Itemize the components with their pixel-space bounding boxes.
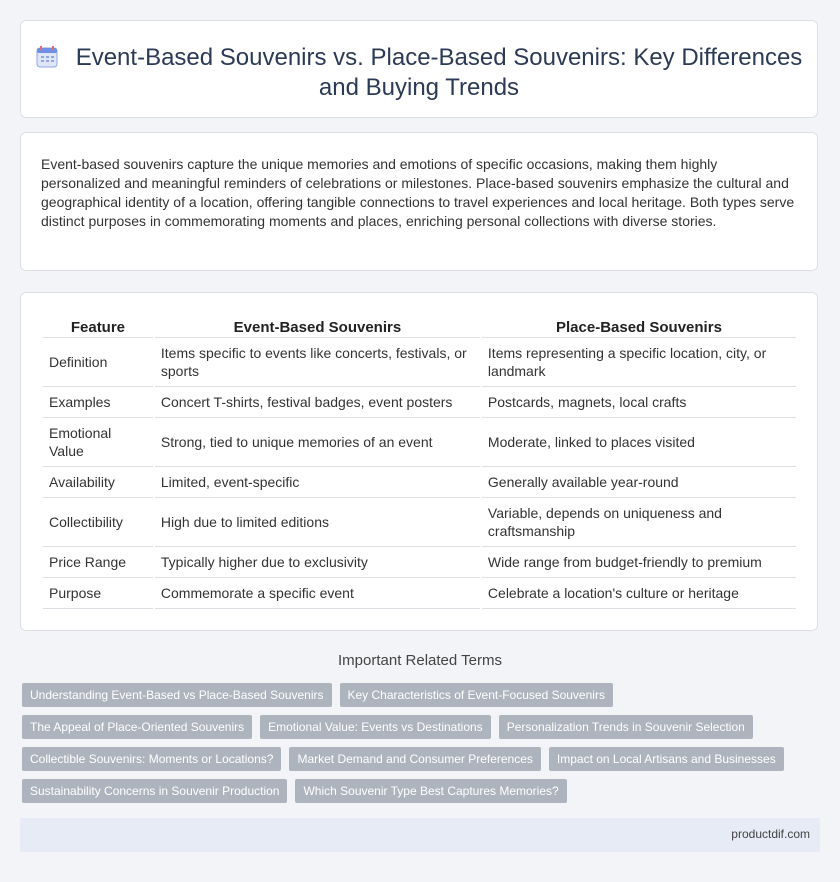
table-cell: Wide range from budget-friendly to premium: [482, 547, 796, 578]
title-line-1: Event-Based Souvenirs vs. Place-Based Souvenirs: Key Differences: [75, 44, 803, 71]
footer-site-link[interactable]: productdif.com: [731, 827, 810, 841]
related-term-tag[interactable]: Which Souvenir Type Best Captures Memories?: [295, 779, 566, 803]
related-term-tag[interactable]: Key Characteristics of Event-Focused Souvenirs: [340, 683, 613, 707]
table-row: [43, 467, 796, 498]
table-cell: Items specific to events like concerts, festivals, or sports: [155, 338, 480, 387]
title-line-2: and Buying Trends: [318, 74, 520, 101]
table-cell: Purpose: [43, 578, 153, 609]
table-cell: Typically higher due to exclusivity: [155, 547, 480, 578]
table-cell: Definition: [43, 338, 153, 387]
table-cell: Generally available year-round: [482, 467, 796, 498]
comparison-table: [41, 315, 798, 609]
table-header-row: [43, 315, 796, 338]
related-term-tag[interactable]: Collectible Souvenirs: Moments or Locations?: [22, 747, 281, 771]
table-row: [43, 338, 796, 387]
table-cell: Limited, event-specific: [155, 467, 480, 498]
table-row: [43, 387, 796, 418]
table-cell: Emotional Value: [43, 418, 153, 467]
table-cell: Concert T-shirts, festival badges, event posters: [155, 387, 480, 418]
table-cell: Collectibility: [43, 498, 153, 547]
related-term-tag[interactable]: Impact on Local Artisans and Businesses: [549, 747, 784, 771]
page-title: [21, 43, 817, 103]
table-cell: Price Range: [43, 547, 153, 578]
related-term-tag[interactable]: Sustainability Concerns in Souvenir Production: [22, 779, 287, 803]
header-feature: Feature: [43, 315, 153, 338]
comparison-card: [20, 292, 818, 631]
header-event-based: Event-Based Souvenirs: [155, 315, 480, 338]
table-row: [43, 498, 796, 547]
intro-paragraph: Event-based souvenirs capture the unique memories and emotions of specific occasions, making them highly personalized and meaningful reminders of celebrations or milestones. Place-based souvenirs emphasize the cultural and geographical identity of a location, offering tangible connections to travel experiences and local heritage. Both types serve distinct purposes in commemorating moments and places, enriching personal collections with diverse stories.: [41, 156, 795, 229]
header-card: [20, 20, 818, 118]
related-term-tag[interactable]: Emotional Value: Events vs Destinations: [260, 715, 491, 739]
table-cell: High due to limited editions: [155, 498, 480, 547]
footer: [20, 818, 820, 852]
intro-card: [20, 132, 818, 271]
table-cell: Postcards, magnets, local crafts: [482, 387, 796, 418]
header-place-based: Place-Based Souvenirs: [482, 315, 796, 338]
table-cell: Availability: [43, 467, 153, 498]
related-term-tag[interactable]: Understanding Event-Based vs Place-Based Souvenirs: [22, 683, 332, 707]
related-terms-title: Important Related Terms: [338, 652, 502, 669]
related-terms-list: [22, 683, 812, 803]
table-cell: Items representing a specific location, city, or landmark: [482, 338, 796, 387]
table-cell: Examples: [43, 387, 153, 418]
table-cell: Variable, depends on uniqueness and craftsmanship: [482, 498, 796, 547]
table-cell: Strong, tied to unique memories of an event: [155, 418, 480, 467]
table-cell: Celebrate a location's culture or heritage: [482, 578, 796, 609]
table-row: [43, 547, 796, 578]
table-cell: Commemorate a specific event: [155, 578, 480, 609]
related-term-tag[interactable]: Personalization Trends in Souvenir Selection: [499, 715, 753, 739]
table-row: [43, 578, 796, 609]
related-term-tag[interactable]: The Appeal of Place-Oriented Souvenirs: [22, 715, 252, 739]
related-term-tag[interactable]: Market Demand and Consumer Preferences: [289, 747, 540, 771]
table-cell: Moderate, linked to places visited: [482, 418, 796, 467]
calendar-icon: [36, 46, 58, 68]
table-row: [43, 418, 796, 467]
